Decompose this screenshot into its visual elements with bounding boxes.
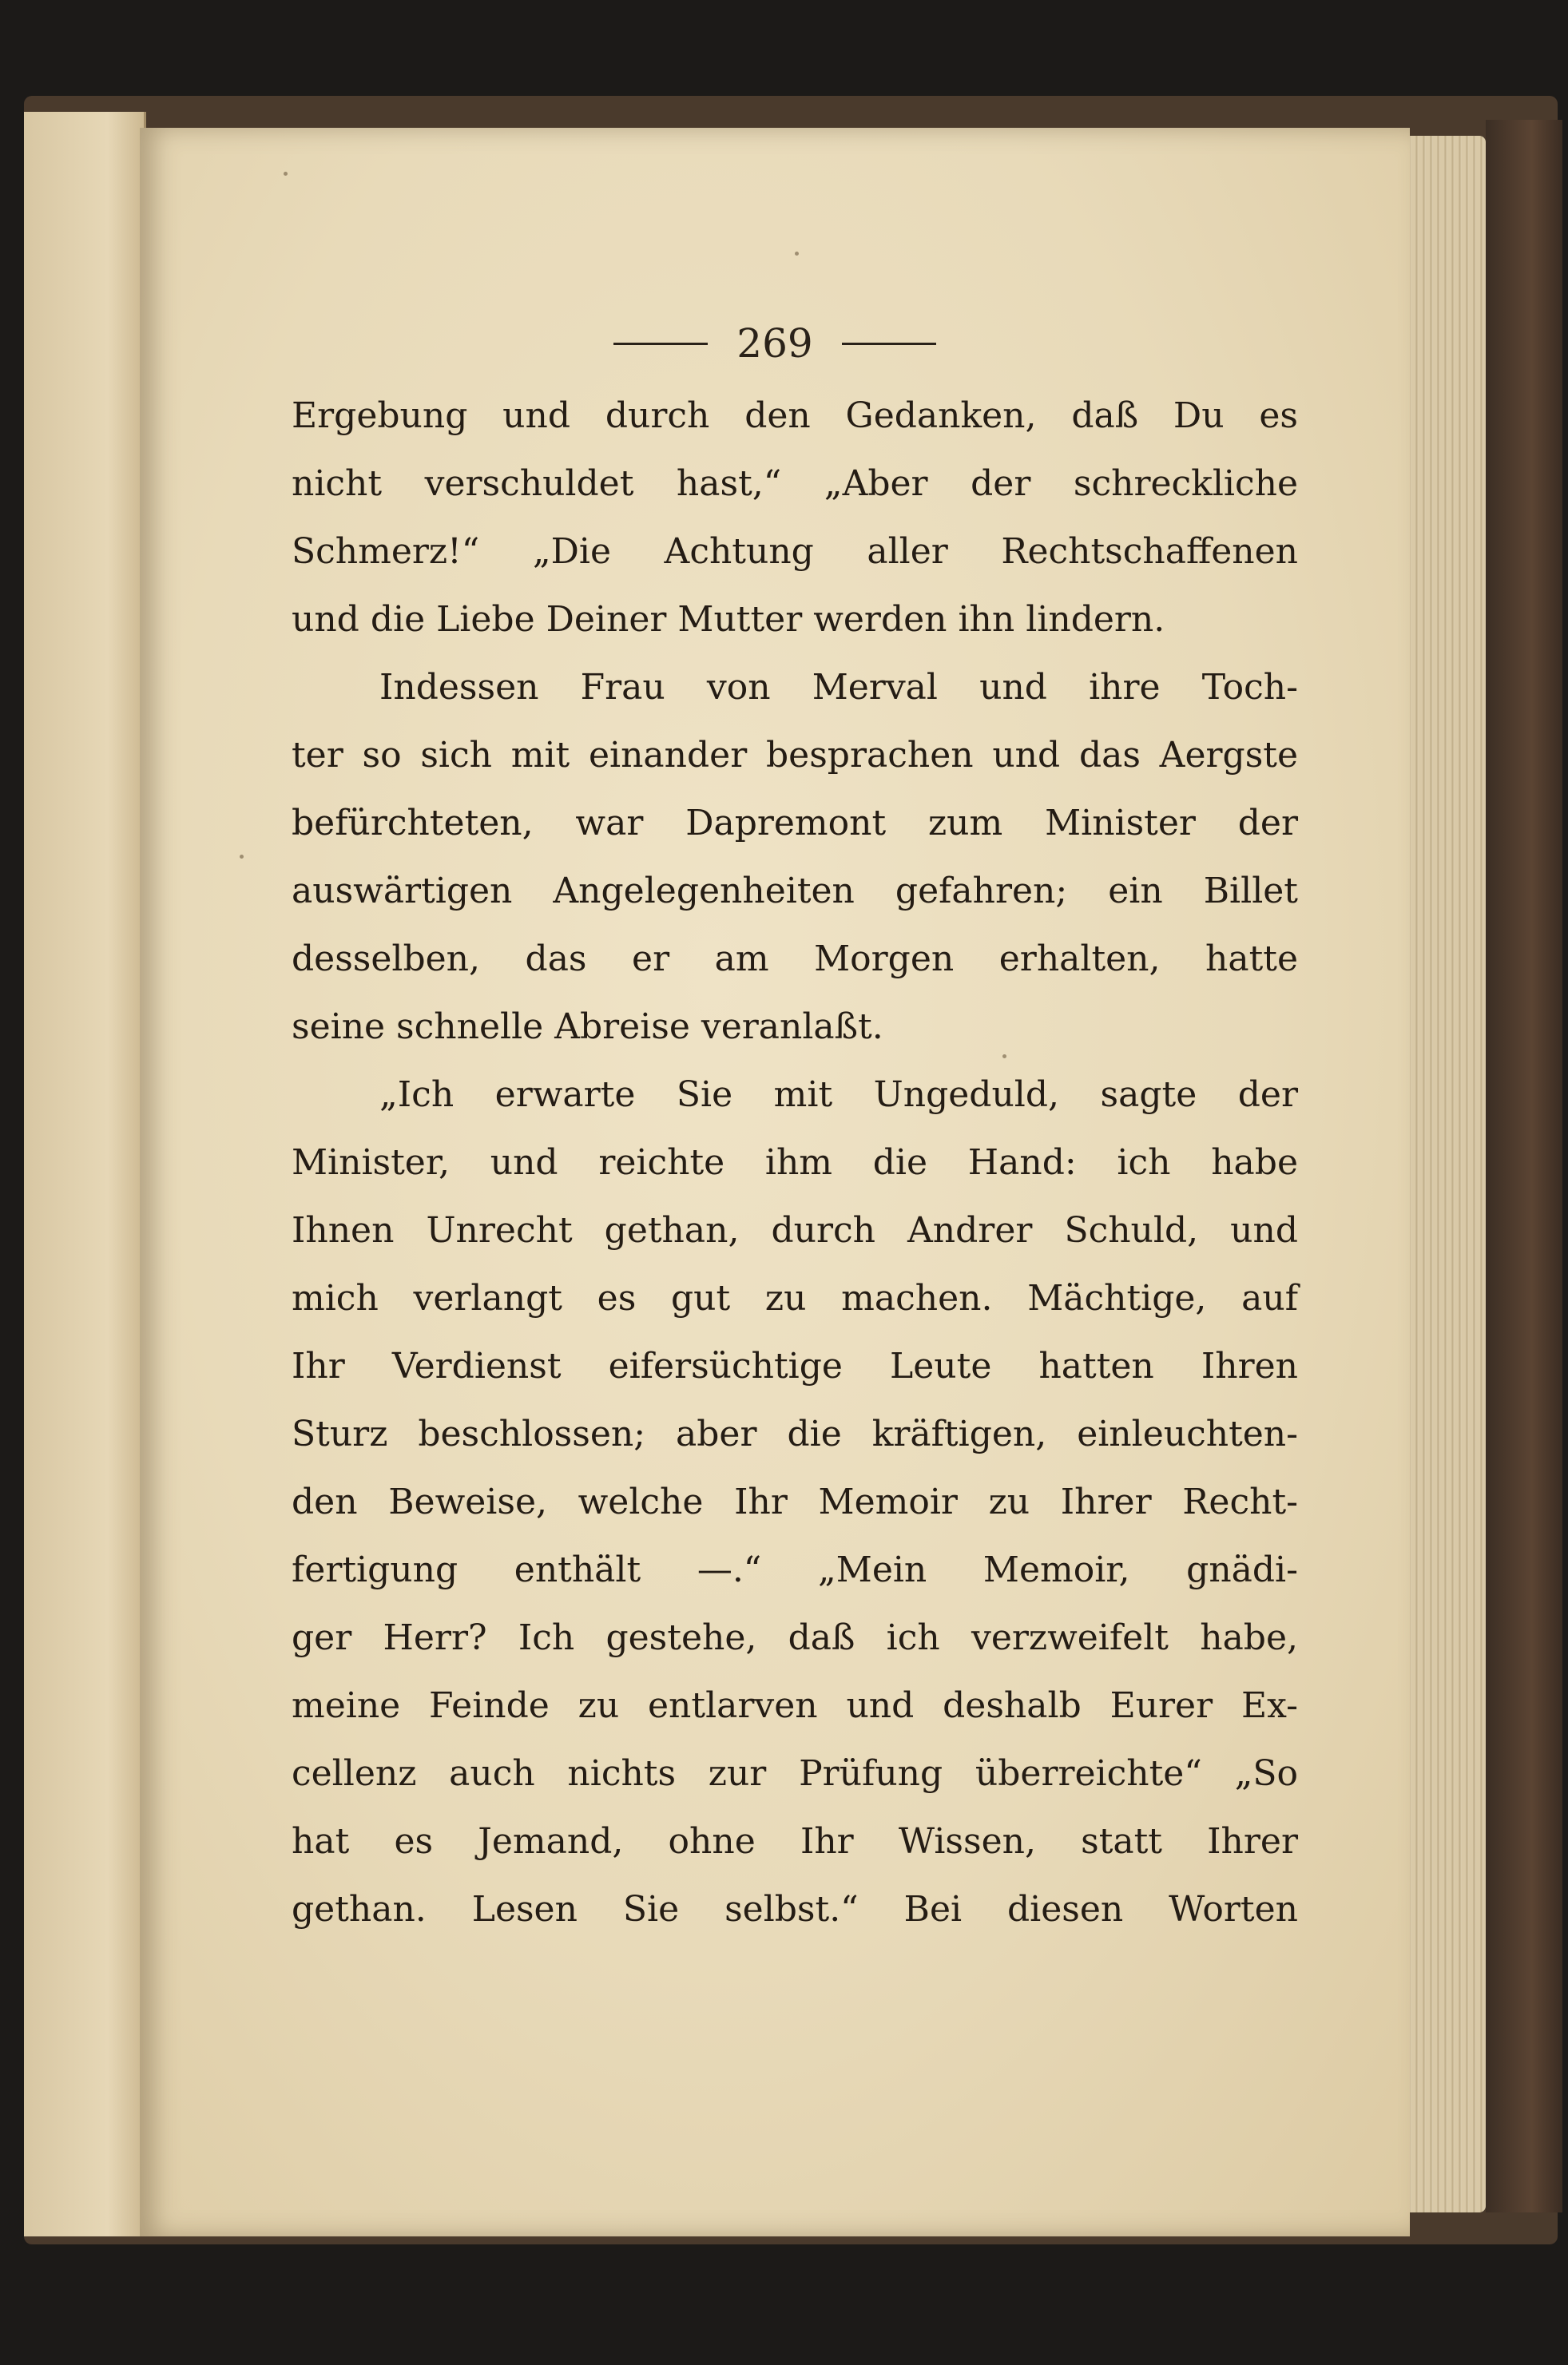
text-line: meine Feinde zu entlarven und deshalb Eurer Ex- [292, 1685, 1298, 1726]
page-header [140, 311, 1410, 375]
text-line: Ergebung und durch den Gedanken, daß Du es [292, 395, 1298, 436]
paper-speck [240, 855, 244, 859]
text-line: Indessen Frau von Merval und ihre Toch- [379, 667, 1298, 708]
text-line: hat es Jemand, ohne Ihr Wissen, statt Ihrer [292, 1821, 1298, 1862]
text-line: seine schnelle Abreise veranlaßt. [292, 1006, 883, 1047]
header-rule-right [842, 343, 936, 345]
text-line: fertigung enthält —.“ „Mein Memoir, gnädi- [292, 1550, 1298, 1590]
paper-speck [1002, 1054, 1006, 1058]
paper-speck [284, 172, 288, 176]
text-line: gethan. Lesen Sie selbst.“ Bei diesen Worten [292, 1889, 1298, 1930]
text-line: befürchteten, war Dapremont zum Minister der [292, 803, 1298, 843]
text-line: Minister, und reichte ihm die Hand: ich habe [292, 1142, 1298, 1183]
cover-edge [1486, 120, 1562, 2212]
text-line: ter so sich mit einander besprachen und das Aergste [292, 735, 1298, 776]
header-rule-left [613, 343, 708, 345]
text-line: und die Liebe Deiner Mutter werden ihn lindern. [292, 599, 1165, 640]
page-number: 269 [736, 320, 813, 367]
left-page-edge [24, 112, 146, 2236]
text-line: Ihr Verdienst eifersüchtige Leute hatten Ihren [292, 1346, 1298, 1387]
text-line: Schmerz!“ „Die Achtung aller Rechtschaffenen [292, 531, 1298, 572]
text-line: Sturz beschlossen; aber die kräftigen, einleuchten- [292, 1414, 1298, 1454]
text-line: desselben, das er am Morgen erhalten, hatte [292, 938, 1298, 979]
book-page [140, 128, 1410, 2236]
body-text [292, 382, 1298, 1943]
text-line: den Beweise, welche Ihr Memoir zu Ihrer Recht- [292, 1482, 1298, 1522]
paper-speck [795, 252, 799, 256]
text-line: nicht verschuldet hast,“ „Aber der schreckliche [292, 463, 1298, 504]
text-line: ger Herr? Ich gestehe, daß ich verzweifelt habe, [292, 1617, 1298, 1658]
text-line: Ihnen Unrecht gethan, durch Andrer Schuld, und [292, 1210, 1298, 1251]
text-line: cellenz auch nichts zur Prüfung überreichte“ „So [292, 1753, 1298, 1794]
text-line: mich verlangt es gut zu machen. Mächtige, auf [292, 1278, 1298, 1319]
text-line: „Ich erwarte Sie mit Ungeduld, sagte der [379, 1074, 1298, 1115]
text-line: auswärtigen Angelegenheiten gefahren; ein Billet [292, 871, 1298, 911]
